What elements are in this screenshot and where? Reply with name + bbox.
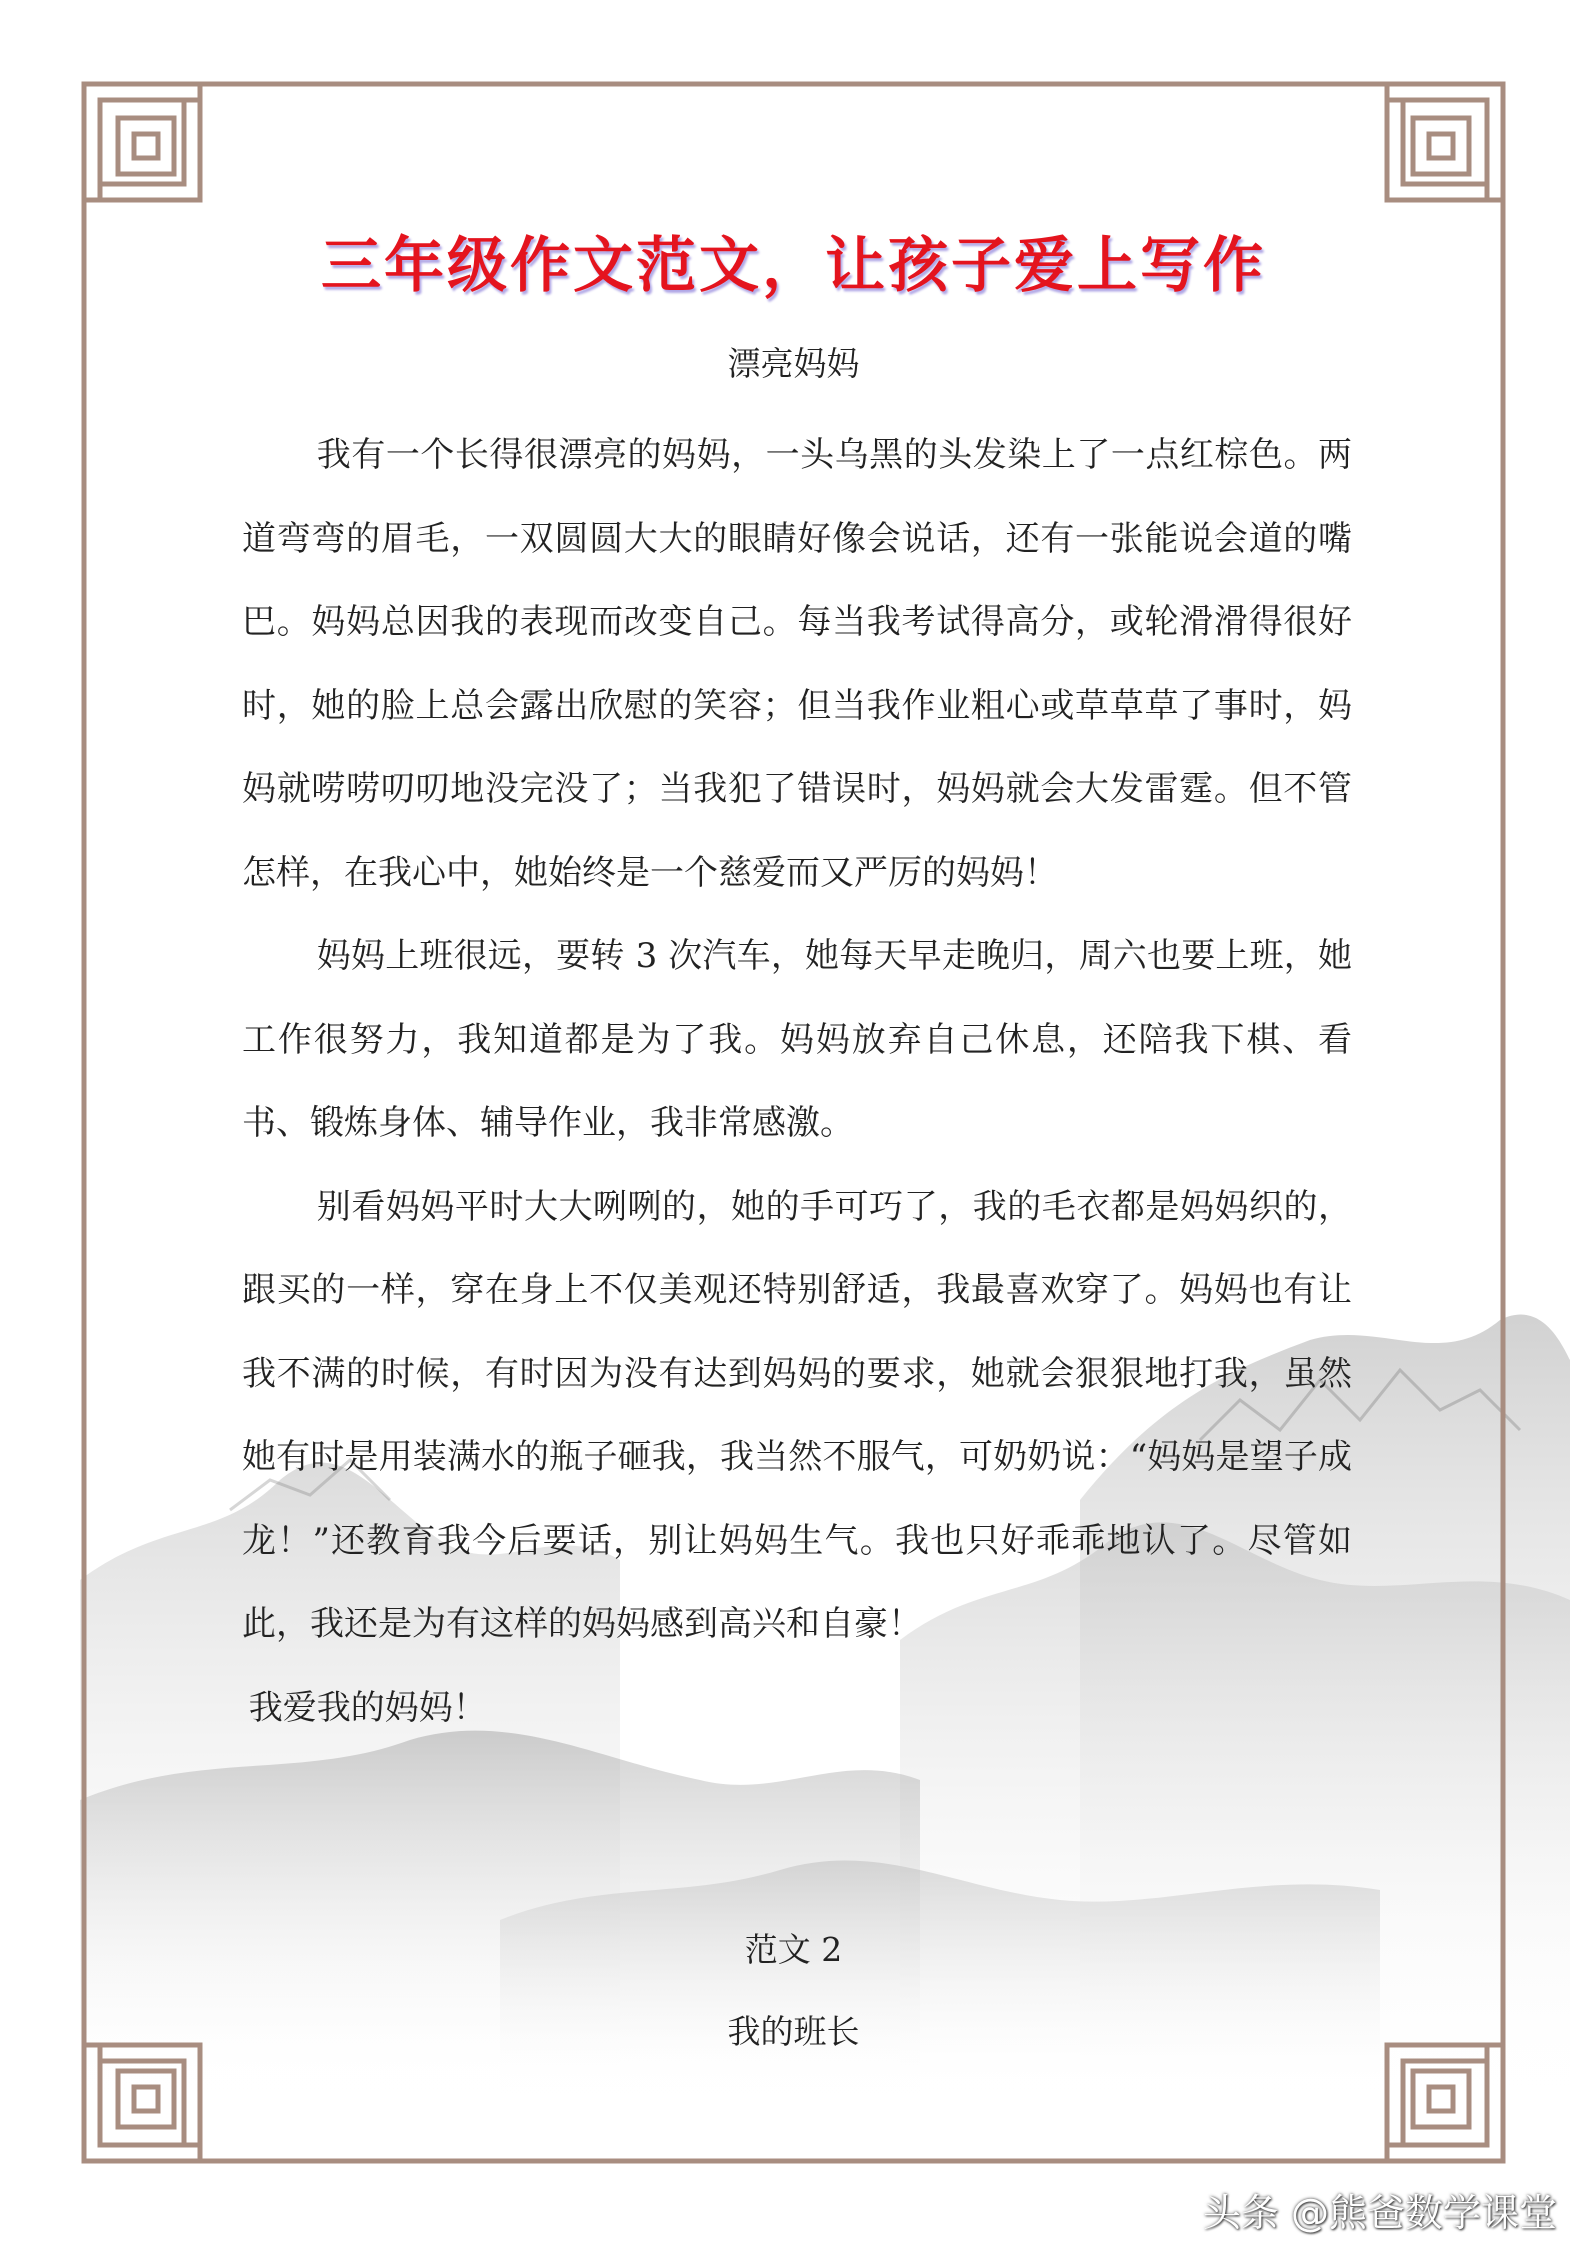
- source-watermark: 头条 @熊爸数学课堂: [1202, 2191, 1557, 2235]
- essay-paragraph: 我有一个长得很漂亮的妈妈，一头乌黑的头发染上了一点红棕色。两道弯弯的眉毛，一双圆圆大大的眼睛好像会说话，还有一张能说会道的嘴巴。妈妈总因我的表现而改变自己。每当我考试得高分，或轮滑滑得很好时，她的脸上总会露出欣慰的笑容；但当我作业粗心或草草草了事时，妈妈就唠唠叨叨地没完没了；当我犯了错误时，妈妈就会大发雷霆。但不管怎样，在我心中，她始终是一个慈爱而又严厉的妈妈！: [242, 435, 1352, 893]
- essay-1-heading: 漂亮妈妈: [727, 344, 860, 383]
- essay-paragraph: 妈妈上班很远，要转 3 次汽车，她每天早走晚归，周六也要上班，她工作很努力，我知道都是为了我。妈妈放弃自己休息，还陪我下棋、看书、锻炼身体、辅导作业，我非常感激。: [242, 936, 1352, 1143]
- essay-paragraph: 别看妈妈平时大大咧咧的，她的手可巧了，我的毛衣都是妈妈织的，跟买的一样，穿在身上不仅美观还特别舒适，我最喜欢穿了。妈妈也有让我不满的时候，有时因为没有达到妈妈的要求，她就会狠狠地打我，虽然她有时是用装满水的瓶子砸我，我当然不服气，可奶奶说：“妈妈是望子成龙！”还教育我今后要话，别让妈妈生气。我也只好乖乖地认了。尽管如此，我还是为有这样的妈妈感到高兴和自豪！: [242, 1186, 1352, 1644]
- essay-1-body: [242, 414, 1352, 1750]
- document-title: 三年级作文范文，让孩子爱上写作: [321, 231, 1266, 301]
- essay-2-heading: 我的班长: [727, 2012, 860, 2051]
- essay-2-label: 范文 2: [744, 1930, 843, 1969]
- essay-closing-line: 我爱我的妈妈！: [248, 1687, 487, 1728]
